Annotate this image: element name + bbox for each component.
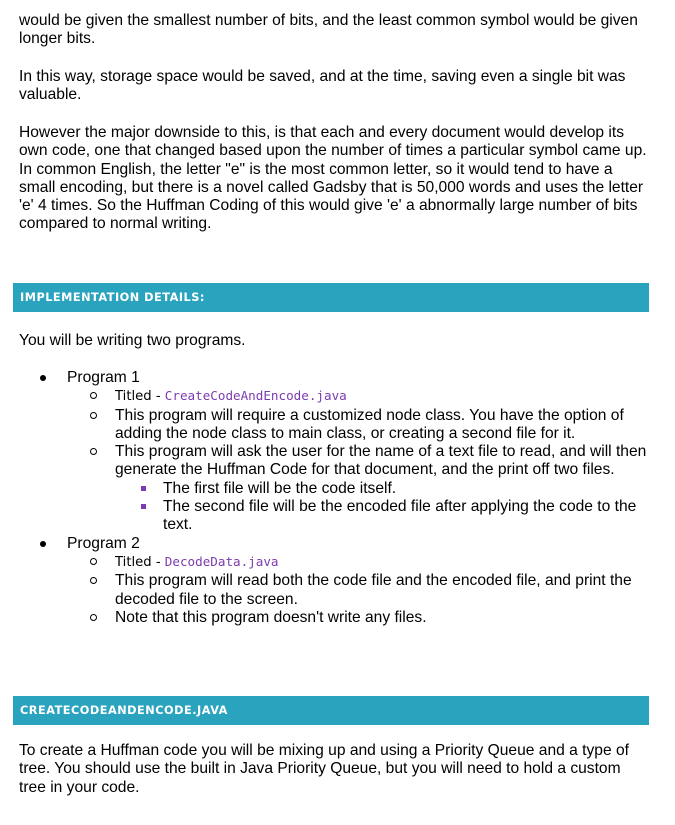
section-heading-createcodeandencode: CREATECODEANDENCODE.JAVA — [13, 696, 649, 725]
program-2-note-text: Note that this program doesn't write any files. — [115, 608, 427, 626]
program-1-output-text: This program will ask the user for the name of a text file to read, and will then generate the Huffman Code for that document, and the print off two files. — [115, 443, 647, 479]
program-2-label: Program 2 — [67, 534, 140, 552]
intro-paragraph-3: However the major downside to this, is that each and every document would develop its own code, one that changed based upon the number of times a particular symbol came up. In common English, the letter "e" is the most common letter, so it would tend to have a small encoding, but there is a novel called Gadsby that is 50,000 words and uses the letter 'e' 4 times. So the Huffman Coding of this would give 'e' a abnormally large number of bits compared to normal writing. — [19, 124, 647, 233]
circle-bullet-icon — [90, 412, 97, 419]
section-heading-implementation: IMPLEMENTATION DETAILS: — [13, 283, 649, 312]
list-item-program-2 — [19, 535, 649, 553]
implementation-lead: You will be writing two programs. — [19, 332, 246, 349]
list-item-program-2-note — [19, 609, 649, 627]
list-item-program-1-output — [19, 443, 649, 480]
list-item-file-1 — [19, 480, 649, 498]
circle-bullet-icon — [90, 392, 97, 399]
square-bullet-icon — [141, 486, 146, 491]
file-2-text: The second file will be the encoded file after applying the code to the text. — [163, 498, 637, 534]
programs-list — [19, 369, 649, 627]
list-item-program-1 — [19, 369, 649, 387]
square-bullet-icon — [141, 504, 146, 509]
circle-bullet-icon — [90, 577, 97, 584]
list-item-program-1-node-class — [19, 407, 649, 444]
circle-bullet-icon — [90, 448, 97, 455]
titled-prefix: Titled - — [115, 389, 165, 405]
circle-bullet-icon — [90, 614, 97, 621]
create-section-paragraph: To create a Huffman code you will be mixing up and using a Priority Queue and a type of tree. You should use the built in Java Priority Queue, but you will need to hold a custom tree in your code. — [19, 742, 629, 796]
list-item-file-2 — [19, 498, 649, 535]
program-2-filename: DecodeData.java — [164, 553, 279, 569]
file-1-text: The first file will be the code itself. — [163, 479, 397, 497]
intro-paragraph-2: In this way, storage space would be saved, and at the time, saving even a single bit was valuable. — [19, 68, 626, 104]
program-1-node-class-text: This program will require a customized node class. You have the option of adding the node class to main class, or creating a second file for it. — [115, 406, 624, 442]
list-item-program-2-decode — [19, 572, 649, 609]
titled-prefix: Titled - — [115, 554, 165, 570]
circle-bullet-icon — [90, 558, 97, 565]
program-1-filename: CreateCodeAndEncode.java — [164, 388, 347, 404]
program-1-label: Program 1 — [67, 369, 140, 386]
bullet-icon — [40, 375, 46, 381]
list-item-program-1-title — [19, 387, 649, 406]
program-2-decode-text: This program will read both the code file and the encoded file, and print the decoded file to the screen. — [115, 572, 632, 608]
list-item-program-2-title — [19, 553, 649, 572]
intro-paragraph-1: would be given the smallest number of bits, and the least common symbol would be given longer bits. — [19, 12, 638, 48]
bullet-icon — [40, 541, 46, 547]
